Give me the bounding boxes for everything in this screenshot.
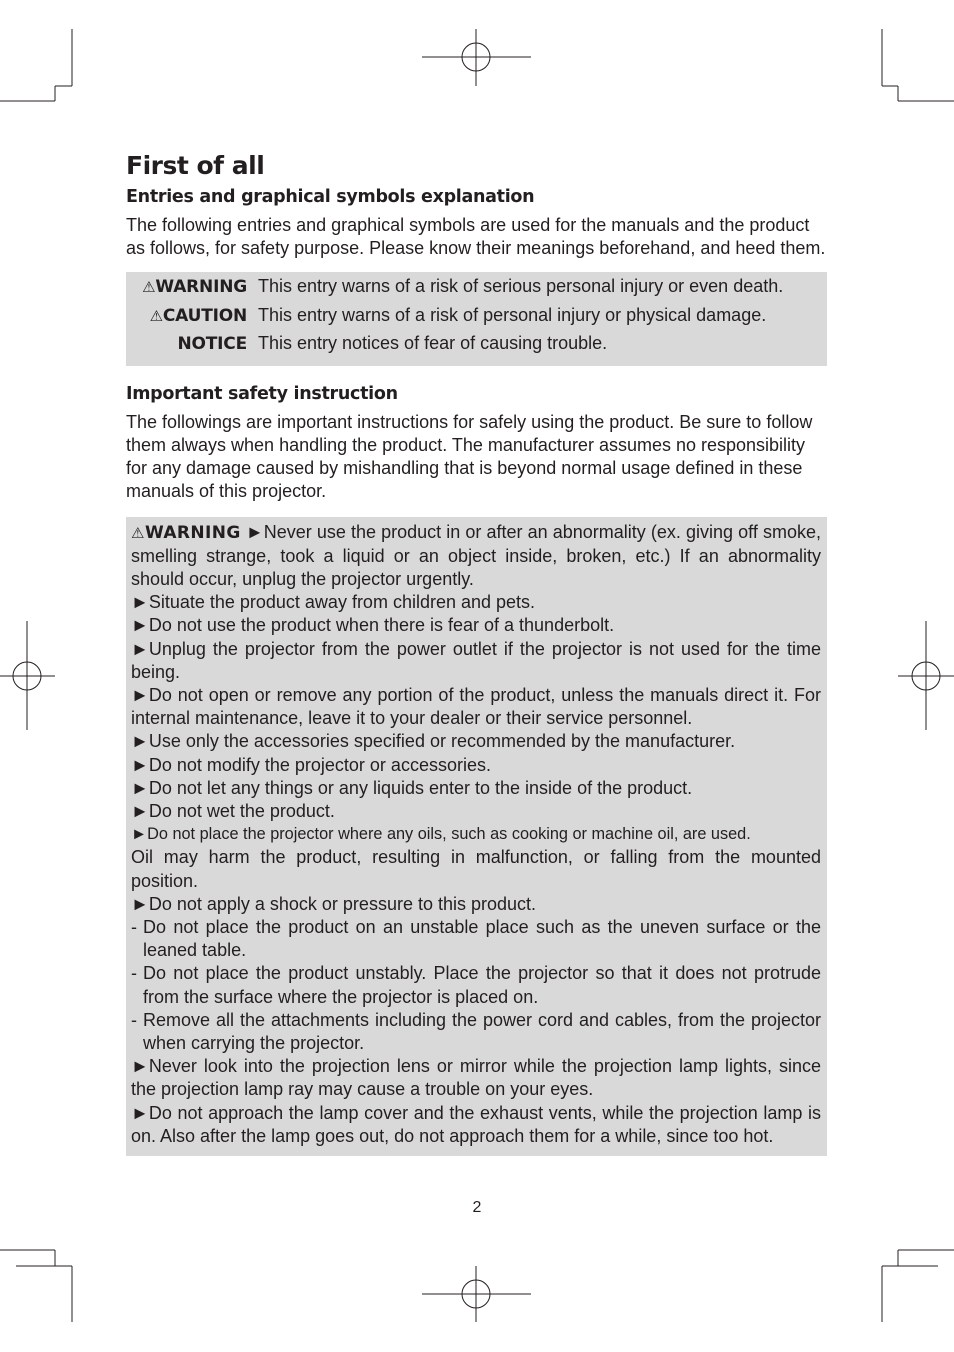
dash-item: - Remove all the attachments including the power cord and cables, from the projector when carrying the projector. [131,1009,821,1053]
warning-triangle-icon: ⚠ [149,306,163,325]
symbol-legend-box [126,272,827,366]
warning-triangle-icon: ⚠ [131,523,145,542]
legend-description: This entry notices of fear of causing trouble. [258,333,608,353]
section-heading-symbols: Entries and graphical symbols explanation [126,187,535,207]
list-item: ►Do not wet the product. [131,800,335,821]
legend-term: CAUTION [162,305,247,326]
dash-item: - Do not place the product on an unstable place such as the uneven surface or the leaned table. [131,916,821,961]
legend-row-warning [126,275,827,304]
list-item: ►Unplug the projector from the power outlet if the projector is not used for the time being. [131,638,821,682]
list-item: ►Do not use the product when there is fear of a thunderbolt. [131,615,615,636]
legend-row-caution [126,304,827,333]
list-item: ⚠WARNING ►Never use the product in or after an abnormality (ex. giving off smoke, smelling strange, took a liquid or an object inside, broken, etc.) If an abnormality should occur, unplug the projector urgently. [131,521,821,589]
list-item: ►Never look into the projection lens or mirror while the projection lamp lights, since the projection lamp ray may cause a trouble on your eyes. [131,1056,821,1100]
legend-row-notice [126,332,827,361]
list-item: ►Do not apply a shock or pressure to this product. [131,893,537,914]
legend-description: This entry warns of a risk of personal injury or physical damage. [258,304,767,325]
page-content [126,150,827,1156]
warning-label: WARNING [144,522,241,543]
page-number: 2 [472,1199,482,1216]
legend-term: NOTICE [177,334,247,354]
section-intro-symbols: The following entries and graphical symbols are used for the manuals and the product as follows, for safety purpose. Please know their meanings beforehand, and heed them. [126,215,826,258]
list-item: ►Do not let any things or any liquids enter to the inside of the product. [131,777,693,798]
section-intro-safety: The followings are important instructions for safely using the product. Be sure to follow them always when handling the product. The manufacturer assumes no responsibility for any damage caused by mishandling that is beyond normal usage defined in these manuals of this projector. [126,411,813,501]
list-item: ►Do not place the projector where any oils, such as cooking or machine oil, are used. [131,825,751,844]
list-item: ►Do not approach the lamp cover and the exhaust vents, while the projection lamp is on. Also after the lamp goes out, do not approach them for a while, since too hot. [131,1102,821,1146]
warning-triangle-icon: ⚠ [142,278,156,296]
list-item: ►Use only the accessories specified or recommended by the manufacturer. [131,731,736,752]
section-heading-safety: Important safety instruction [126,383,398,404]
list-item: ►Situate the product away from children and pets. [131,592,536,613]
legend-description: This entry warns of a risk of serious personal injury or even death. [258,276,784,296]
dash-item: - Do not place the product unstably. Place the projector so that it does not protrude from the surface where the projector is placed on. [131,963,821,1007]
list-item: ►Do not modify the projector or accessories. [131,754,491,775]
warning-box [126,517,827,1156]
page-title: First of all [126,151,265,180]
legend-term: WARNING [155,277,247,297]
list-item-continuation: Oil may harm the product, resulting in malfunction, or falling from the mounted position. [131,847,821,891]
list-item: ►Do not open or remove any portion of the product, unless the manuals direct it. For internal maintenance, leave it to your dealer or their service personnel. [131,684,821,729]
